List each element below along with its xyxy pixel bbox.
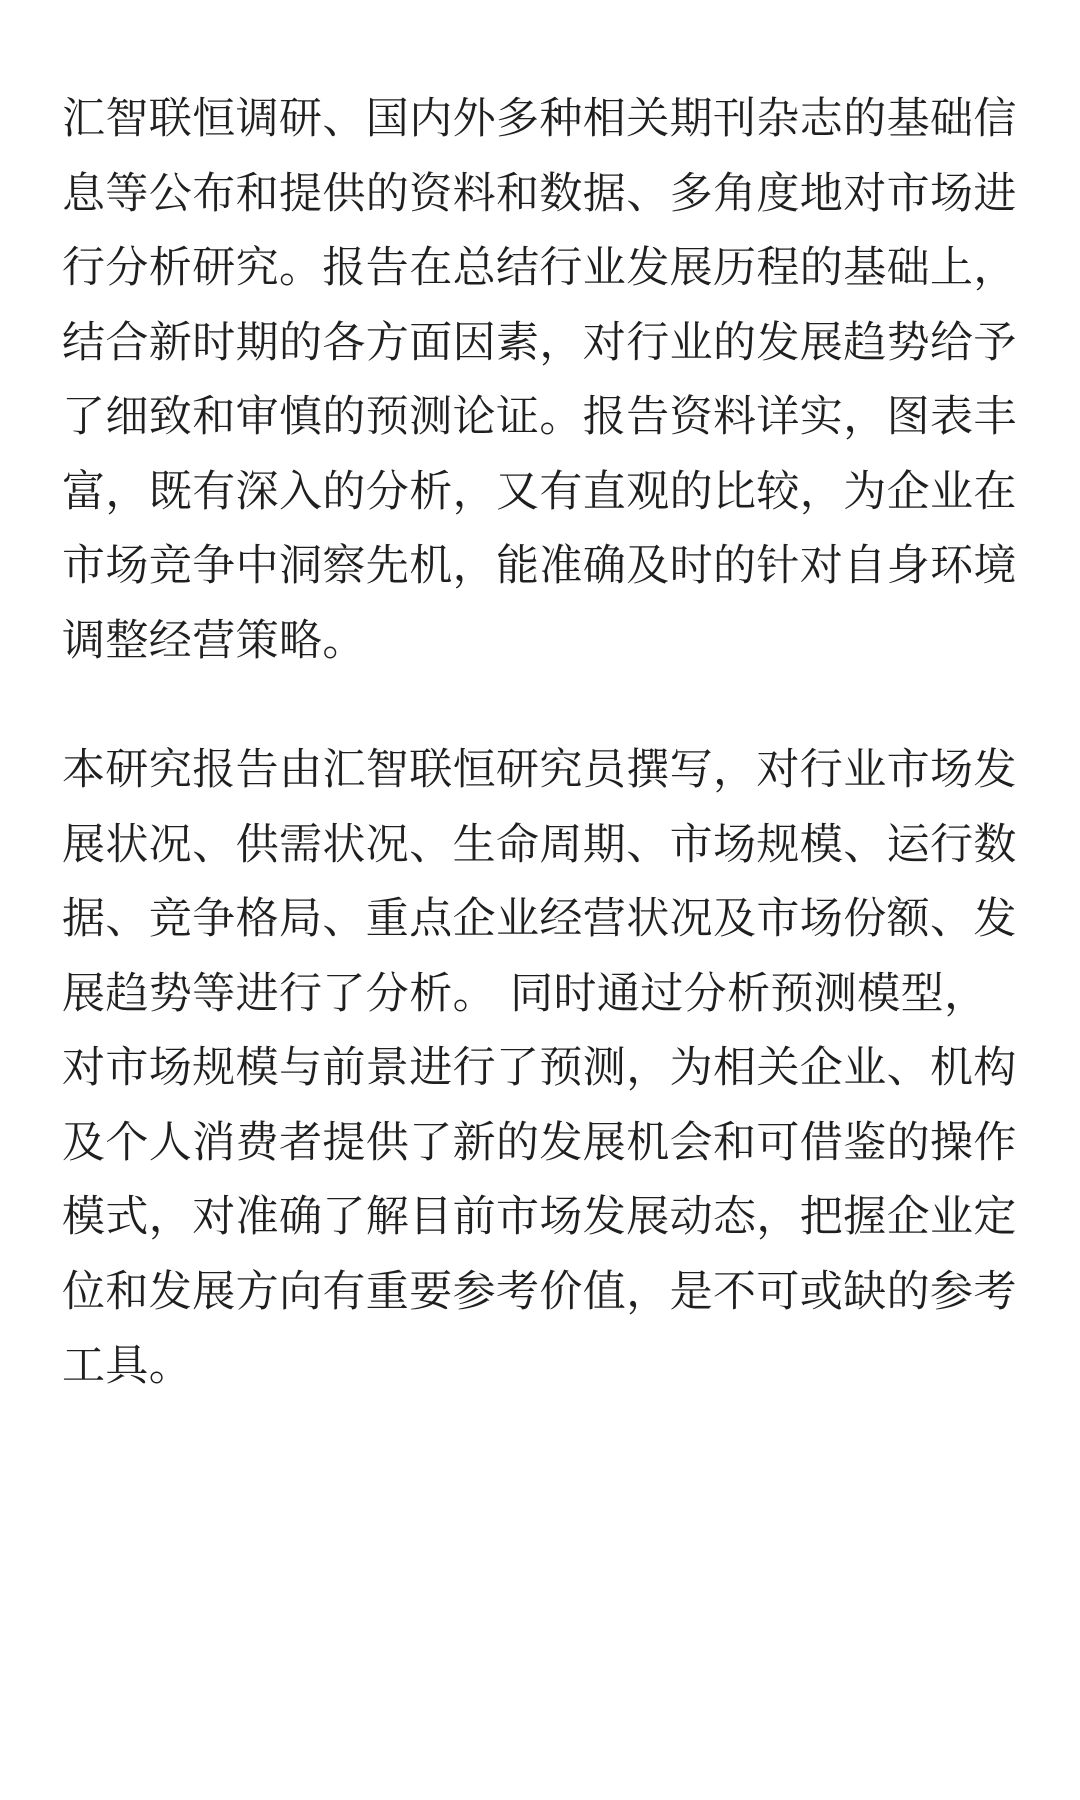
article-body (62, 82, 1022, 1404)
paragraph-research-sources: 汇智联恒调研、国内外多种相关期刊杂志的基础信息等公布和提供的资料和数据、多角度地对市场进行分析研究。报告在总结行业发展历程的基础上，结合新时期的各方面因素，对行业的发展趋势给予了细致和审慎的预测论证。报告资料详实，图表丰富，既有深入的分析，又有直观的比较，为企业在市场竞争中洞察先机，能准确及时的针对自身环境调整经营策略。 (62, 94, 1017, 666)
paragraph-report-scope: 本研究报告由汇智联恒研究员撰写，对行业市场发展状况、供需状况、生命周期、市场规模、运行数据、竞争格局、重点企业经营状况及市场份额、发展趋势等进行了分析。 同时通过分析预测模型，对市场规模与前景进行了预测，为相关企业、机构及个人消费者提供了新的发展机会和可借鉴的操作模式，对准确了解目前市场发展动态，把握企业定位和发展方向有重要参考价值，是不可或缺的参考工具。 (62, 745, 1017, 1391)
